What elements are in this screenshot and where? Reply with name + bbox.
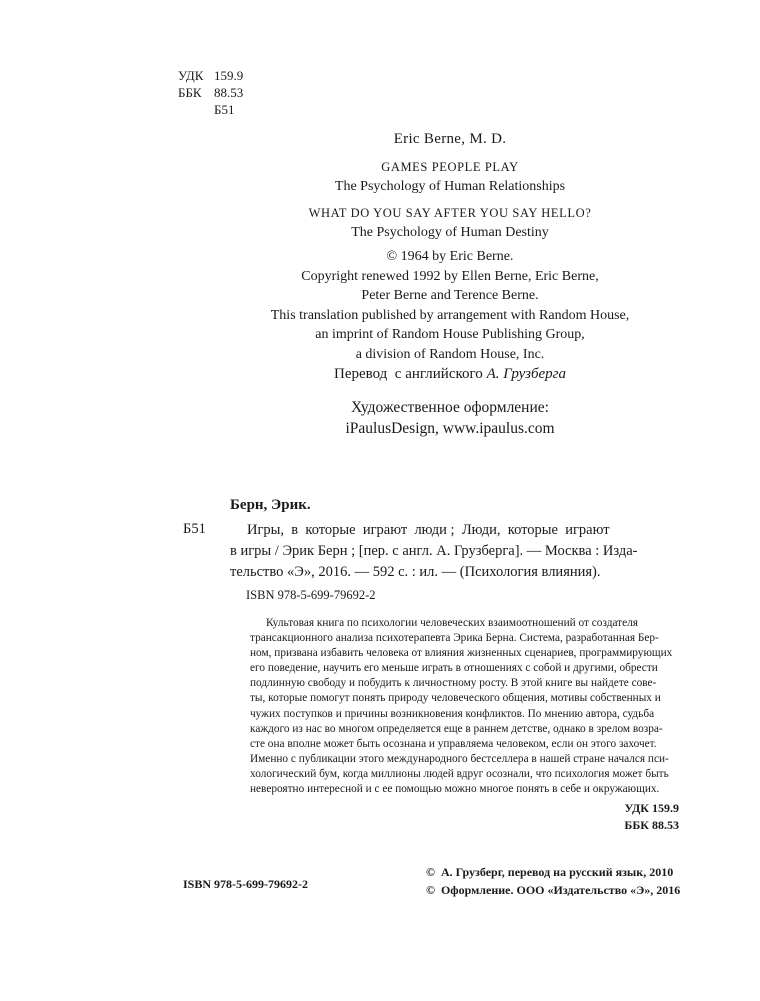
design-line: Художественное оформление: [351,399,549,416]
annotation-line: сте она вполне может быть осознана и управляема человеком, если он этого захочет. [250,737,657,750]
annotation-line: ном, призвана избавить человека от влияния жизненных сценариев, программирующих [250,647,673,660]
bottom-isbn: ISBN 978-5-699-79692-2 [183,877,308,891]
original-author: Eric Berne, M. D. [393,131,507,147]
udk-label: УДК [178,68,204,83]
annotation-line: Именно с публикации этого международного бестселлера в нашей стране начался пси- [250,752,669,765]
bottom-copyright-design: © Оформление. ООО «Издательство «Э», 2016 [426,883,681,897]
annotation-line: каждого из нас во многом определяется еще в раннем детстве, однако в зрелом возра- [250,722,663,735]
copyright-block [215,247,685,365]
annotation-line: трансакционного анализа психотерапевта Эрика Берна. Система, разработанная Бер- [250,632,659,645]
bib-author-heading: Берн, Эрик. [230,497,311,513]
translator-name: А. Грузберга [486,366,567,382]
bbk-value: 88.53 [214,85,244,100]
author-sign: Б51 [214,102,235,117]
bib-record-line: в игры / Эрик Берн ; [пер. с англ. А. Грузберга]. — Москва : Изда- [230,543,638,559]
book2-subtitle: The Psychology of Human Destiny [351,225,549,240]
translation-line [215,366,685,383]
copyright-line: Copyright renewed 1992 by Ellen Berne, Eric Berne, [301,268,599,284]
bib-record [230,520,680,583]
annotation-line: его поведение, научить его меньше играть в отношениях с собой и другими, обрести [250,662,658,675]
translation-prefix: Перевод с английского [333,366,483,382]
right-bbk: ББК 88.53 [624,818,679,832]
book1 [215,158,685,196]
annotation-line: невероятно интересной и с ее помощью можно многое понять в себе и окружающих. [250,783,660,796]
book2 [215,204,685,242]
annotation [230,616,680,797]
bib-record-line: тельство «Э», 2016. — 592 с. : ил. — (Психология влияния). [230,564,601,580]
bbk-label: ББК [178,85,202,100]
annotation-line: подлинную свободу и побудить к личностному росту. В этой книге вы найдете сове- [250,677,657,690]
bbk-line [178,84,243,101]
annotation-line: чужих поступков и причины возникновения конфликтов. По мнению автора, судьба [250,707,655,720]
bottom-copyright-translation: © А. Грузберг, перевод на русский язык, 2010 [426,865,674,879]
design-credit [215,397,685,439]
udk-line [178,67,243,84]
annotation-line: хологический бум, когда миллионы людей вдруг осознали, что психология может быть [250,767,669,780]
right-codes [540,800,679,834]
copyright-line: Peter Berne and Terence Berne. [361,288,539,304]
book1-subtitle: The Psychology of Human Relationships [334,179,566,194]
udk-value: 159.9 [214,68,244,83]
book1-title: GAMES PEOPLE PLAY [381,160,519,174]
bib-isbn: ISBN 978-5-699-79692-2 [246,588,376,602]
right-udk: УДК 159.9 [624,801,679,815]
copyright-line: © 1964 by Eric Berne. [386,249,514,264]
copyright-line: This translation published by arrangement with Random House, [270,307,630,323]
annotation-line: Культовая книга по психологии человеческих взаимоотношений от создателя [266,617,638,629]
copyright-line: a division of Random House, Inc. [355,346,545,362]
annotation-line: ты, которые помогут понять природу человеческого общения, мотивы собственных и [250,692,661,705]
copyright-line: an imprint of Random House Publishing Group, [315,327,585,343]
bib-record-line: Игры, в которые играют люди ; Люди, которые играют [247,522,610,538]
bib-code: Б51 [183,521,206,537]
design-line: iPaulusDesign, www.ipaulus.com [345,420,555,437]
book2-title: WHAT DO YOU SAY AFTER YOU SAY HELLO? [308,206,592,220]
